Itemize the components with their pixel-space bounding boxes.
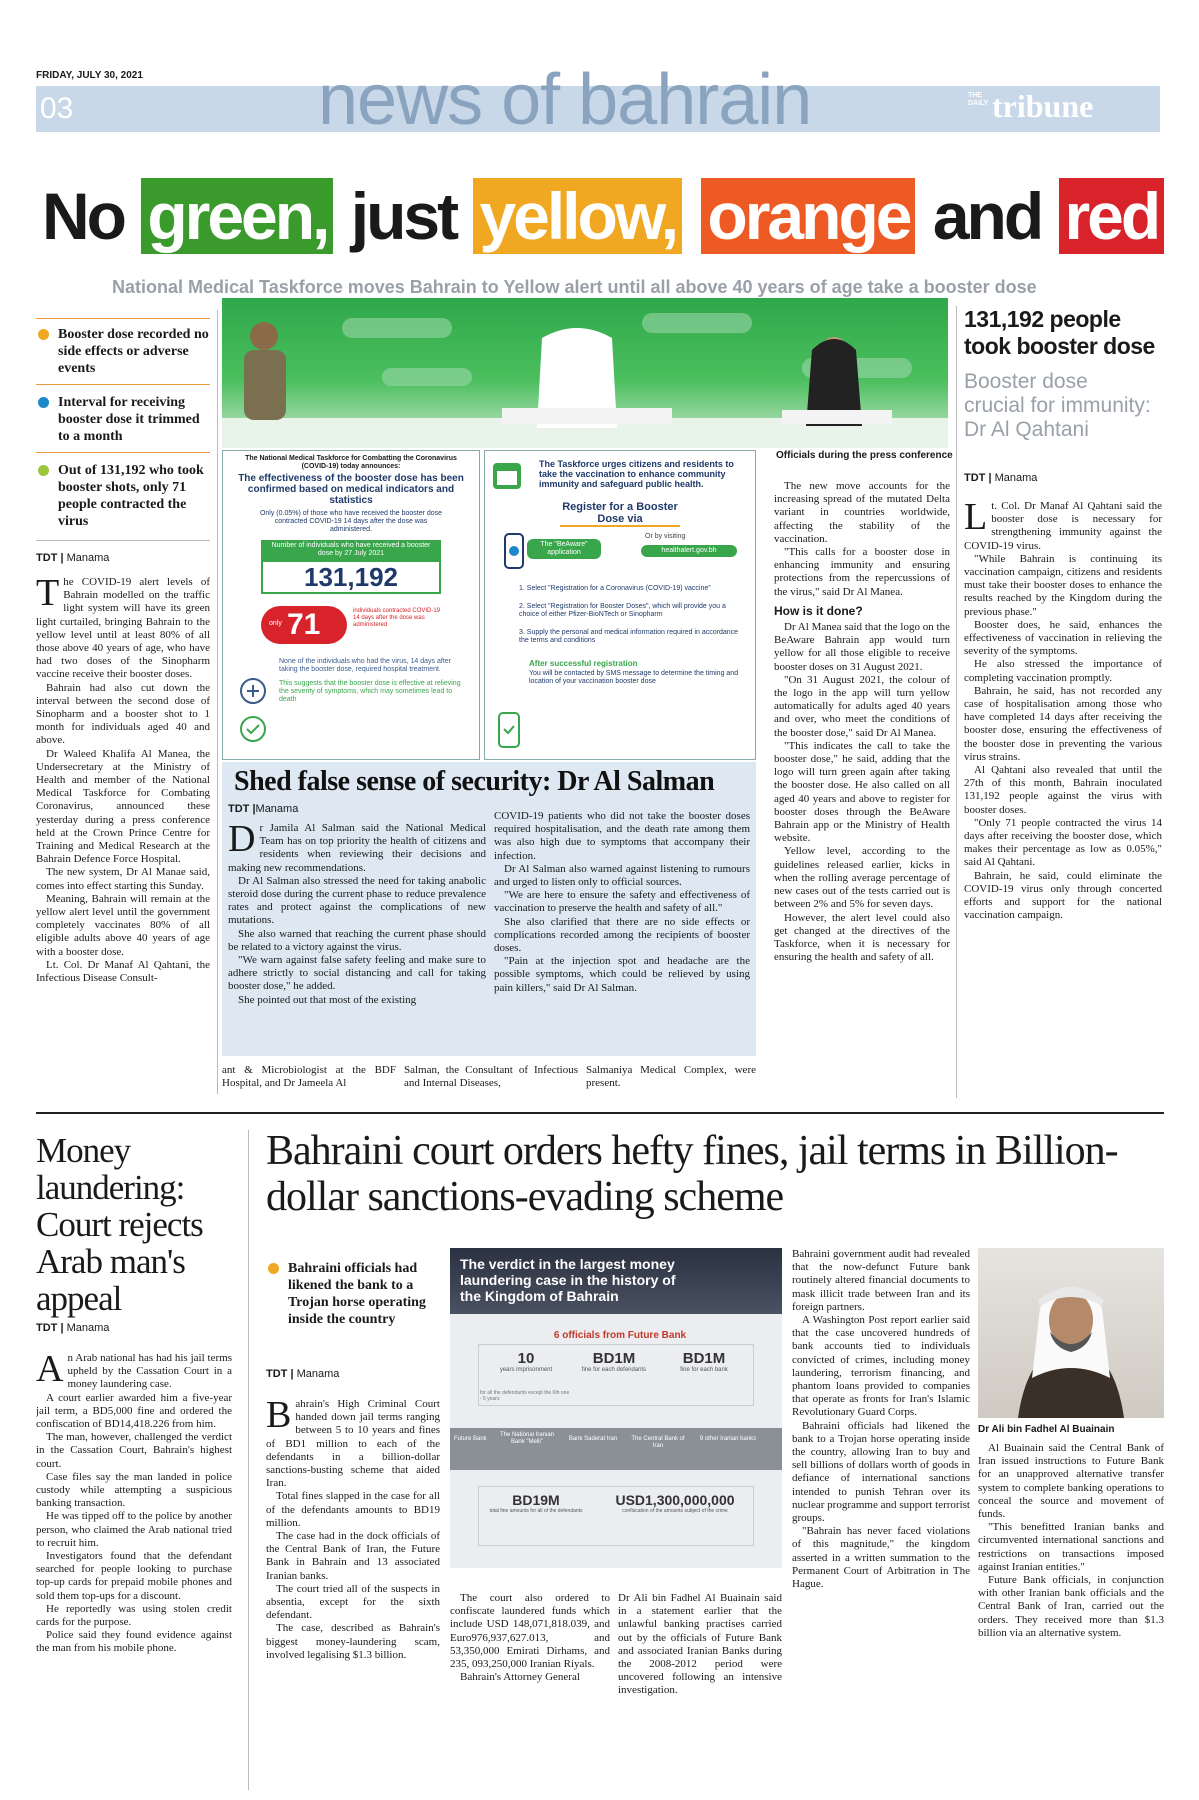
lead-column-4: The new move accounts for the increasing spread of the mutated Delta variant in countries worldwide, affecting the stability of the vaccination. "This calls for a booster dose in enhancing immunity and ensuring protections from the repercussions of the virus," said Dr Al Manea. How is it done? Dr Al Manea said that the logo on the BeAware Bahrain app would turn yellow for all those eligible to receive booster doses on 31 August 2021. "On 31 August 2021, the colour of the logo in the app will turn yellow automatically for adults aged 40 years and over, who meet the conditions of the booster dose," said Dr Al Manea. "This indicates the call to take the booster dose," he said, adding that the logo will turn green again after taking the booster dose. He also called on all aged 40 years and above to register for booster doses through the BeAware Bahrain app or the Ministry of Health website. Yellow level, according to the guidelines released earlier, kicks in when the rolling average percentage of new cases out of the tests carried out is between 2% and 5% for seven days. However, the alert level could also get changed at the directives of the Taskforce, when it is necessary for ensuring the health and safety of all. <box>774 480 950 964</box>
inner-column-a: Dr Jamila Al Salman said the National Medical Team has on top priority the health of citizens and residents when reviewing their decisions and making new recommendations. Dr Al Salman also stressed the need for taking anabolic steroid dose during the current phase to reduce prevalence rates and protect against the complications of new mutations. She also warned that reaching the current phase should be related to a victory against the virus. "We warn against false safety feeling and make sure to adhere strictly to social distancing and call for taking booster dose," he added. She pointed out that most of the existing <box>228 822 486 1006</box>
court-column-3: Dr Ali bin Fadhel Al Buainain said in a statement earlier that the unlawful banking practises carried out by the officials of Future Bank and associated Iranian Banks during the 2008-2012 period were uncovered following an intensive investigation. <box>618 1592 782 1697</box>
money-headline: Money laundering: Court rejects Arab man's appeal <box>36 1131 203 1318</box>
subhead-how: How is it done? <box>774 603 863 618</box>
booster-count: 131,192 <box>261 560 441 594</box>
verdict-infographic: The verdict in the largest money laundering case in the history of the Kingdom of Bahrain 6 officials from Future Bank 10 years imprisonment BD1M fine for each defendants BD1M fine for each bank for all the defendants except the 6th one - 5 years Future Bank The National Iranian Bank "Melli" Bank Saderat Iran The Central Bank of Iran 9 other Iranian banks BD19M total fine amounts for all of the defendants USD1,300,000,000 confiscation of the amounts subject of the crime <box>450 1248 782 1568</box>
lead-bullet-1: Booster dose recorded no side effects or adverse events <box>36 326 210 377</box>
side-byline: TDT | Manama <box>964 472 1038 484</box>
calendar-icon <box>491 457 523 497</box>
side-body: Lt. Col. Dr Manaf Al Qahtani said the booster dose is necessary for strengthening immunity against the COVID-19 virus. "While Bahrain is continuing its vaccination campaign, citizens and residents must take their booster doses to enhance the results reached by the Kingdom during the previous phase." Booster does, he said, enhances the effectiveness of vaccination in relieving the severity of the symptoms. He also stressed the importance of completing vaccination promptly. Bahrain, he said, has not recorded any case of hospitalisation among those who have completed 14 days after receiving the booster dose, ensuring the effectiveness of the booster dose in preventing the various virus strains. Al Qahtani also revealed that until the 27th of this month, Bahrain inoculated 131,192 people against the virus with booster doses. "Only 71 people contracted the virus 14 days after receiving the booster dose, which makes their percentage as low as 0.05%," said Al Qahtani. Bahrain, he said, could eliminate the COVID-19 virus only through concerted efforts and support for the national vaccination campaign. <box>964 500 1162 922</box>
court-headline: Bahraini court orders hefty fines, jail terms in Billion-dollar sanctions-evading scheme <box>266 1128 1118 1220</box>
lead-column-1: The COVID-19 alert levels of Bahrain modelled on the traffic light system will have its green light curtailed, bringing Bahrain to the yellow level until at least 80% of all those above 40 years of age, who have had two doses of the Sinopharm vaccine receive their booster doses. Bahrain had also cut down the interval between the second dose of Sinopharm and a booster shot to 1 month for individuals aged 40 and above. Dr Waleed Khalifa Al Manea, the Undersecretary at the Ministry of Health and member of the National Medical Taskforce for Combating Coronavirus, announced these yesterday during a press conference held at the Crown Prince Centre for Training and Medical Research at the Bahrain Defence Force Hospital. The new system, Dr Al Manae said, comes into effect starting this Sunday. Meaning, Bahrain will remain at the yellow alert level until the government completely vaccinates 80% of all eligible adults above 40 years of age with a booster dose. Lt. Col. Dr Manaf Al Qahtani, the Infectious Disease Consult- <box>36 576 210 985</box>
hospital-icon <box>233 677 273 747</box>
sms-phone-icon <box>495 711 525 751</box>
orange-dot-icon <box>38 329 49 340</box>
officer-figure <box>244 322 286 420</box>
side-deck: Booster dose crucial for immunity: Dr Al Qahtani <box>964 370 1151 441</box>
brand-logo: tribune <box>992 88 1094 124</box>
press-conference-figures <box>222 298 948 448</box>
inner-column-b: COVID-19 patients who did not take the booster doses required hospitalisation, and the death rate among them was also high due to symptoms that accompany their infection. Dr Al Salman also warned against listening to rumours and urged to listen only to official sources. "We are here to ensure the safety and effectiveness of vaccination to preserve the health and safety of all." She also clarified that there are no side effects or complications recorded among the recipients of booster doses. "Pain at the injection spot and headache are the possible symptoms, which could be relieved by using pain killers," said Dr Al Salman. <box>494 810 750 994</box>
lead-byline: TDT | Manama <box>36 552 110 564</box>
court-byline: TDT | Manama <box>266 1368 340 1380</box>
lead-headline <box>42 178 1166 254</box>
court-column-1: Bahrain's High Criminal Court handed down jail terms ranging between 5 to 10 years and fines of BD1 million to each of the defendants in a billion-dollar sanctions-busting scheme that aided Iran. Total fines slapped in the case for all of the defendants amounts to BD19 million. The case had in the dock officials of the Central Bank of Iran, the Future Bank in Bahrain and 13 associated Iranian banks. The court tried all of the suspects in absentia, except for the sixth defendant. The case, described as Bahrain's biggest money-laundering scam, involved legalising $1.3 billion. <box>266 1398 440 1661</box>
money-body: An Arab national has had his jail terms upheld by the Cassation Court in a money laundering case. A court earlier awarded him a five-year jail term, a BD5,000 fine and ordered the confiscation of BD14,418.226 from him. The man, however, challenged the verdict in the Cassation Court, Bahrain's highest court. Case files say the man landed in police custody while attempting a suspicious banking transaction. He was tipped off to the police by another person, who claimed the Arab national tried to recruit him. Investigators found that the defendant searched for people looking to purchase top-up cards for prepaid mobile phones and sold them top-ups for a discount. He reportedly was using stolen credit cards for the purpose. Police said they found evidence against the man from his mobile phone. <box>36 1352 232 1655</box>
page-number: 03 <box>40 92 74 125</box>
headline-word-no: No <box>42 179 124 253</box>
blue-dot-icon <box>38 397 49 408</box>
green-dot-icon <box>38 465 49 476</box>
portrait-caption: Dr Ali bin Fadhel Al Buainain <box>978 1424 1115 1435</box>
headline-word-yellow: yellow, <box>473 178 682 254</box>
booster-registration-infographic: The Taskforce urges citizens and residents to take the vaccination to enhance community immunity and safeguard public health. Register for a Booster Dose via The "BeAware" application Or by visiting healthalert.gov.bh 1. Select "Registration for a Coronavirus (COVID-19) vaccine" 2. Select "Registration for Booster Doses", which will provide you a choice of either Pfizer-BioNTech or Sinopharm 3. Supply the personal and medical information required in accordance the terms and conditions After successful registration You will be contacted by SMS message to determine the timing and location of your vaccination booster dose <box>484 450 756 760</box>
photo-caption: Officials during the press conference <box>776 450 953 461</box>
headline-word-red: red <box>1059 178 1165 254</box>
portrait-photo <box>978 1248 1164 1418</box>
lead-bullet-2: Interval for receiving booster dose it trimmed to a month <box>36 394 210 445</box>
court-column-5: Al Buainain said the Central Bank of Iran issued instructions to Future Bank for an unapproved alternative transfer system to complete banking operations to conceal the source and movement of funds. "This benefitted Iranian banks and circumvented international sanctions and restrictions on transactions imposed against Iranian entities." Future Bank officials, in conjunction with other Iranian bank officials and the Central Bank of Iran, carried out the orders. They received more than $1.3 billion via an alternative system. <box>978 1442 1164 1639</box>
drop-cap: T <box>36 576 60 614</box>
headline-word-just: just <box>350 179 457 253</box>
orange-dot-icon <box>268 1263 279 1274</box>
headline-word-green: green, <box>141 178 333 254</box>
court-bullet: Bahraini officials had likened the bank to a Trojan horse operating inside the country <box>266 1260 440 1328</box>
headline-word-and: and <box>932 179 1042 253</box>
booster-effectiveness-infographic: The National Medical Taskforce for Combatting the Coronavirus (COVID-19) today announces: The effectiveness of the booster dose has been confirmed based on medical indicators and statistics Only (0.05%) of those who have received the booster dose contracted COVID-19 14 days after the dose was administered. Number of individuals who have received a booster dose by 27 July 2021 131,192 only 71 individuals contracted COVID-19 14 days after the dose was administered None of the individuals who had the virus, 14 days after taking the booster dose, required hospital treatment. This suggests that the booster dose is effective at relieving the severity of symptoms, which may sometimes lead to death <box>222 450 480 760</box>
cont-col-1: ant & Microbiologist at the BDF Hospital, and Dr Jameela Al <box>222 1064 396 1090</box>
money-byline: TDT | Manama <box>36 1322 110 1334</box>
section-title: news of bahrain <box>318 60 812 140</box>
inner-headline: Shed false sense of security: Dr Al Salman <box>234 766 715 797</box>
lead-bullet-3: Out of 131,192 who took booster shots, only 71 people contracted the virus <box>36 462 210 530</box>
phone-icon <box>503 533 525 569</box>
court-column-4: Bahraini government audit had revealed that the now-defunct Future bank routinely altered financial documents to mask illicit trade between Iran and its foreign partners. A Washington Post report earlier said that the case uncovered hundreds of bank accounts tied to individuals convicted of crimes, including money laundering, terrorism financing, and phantom loans provided to companies that operate as fronts for Iran's Islamic Revolutionary Guard Corps. Bahraini officials had likened the bank to a Trojan horse operating inside the country, allowing Iran to buy and sell billions of dollars worth of goods in defiance of international sanctions intended to punish Tehran over its nuclear programme and support terrorist groups. "Bahrain has never faced violations of this magnitude," the kingdom asserted in a written summation to the Permanent Court of Arbitration in The Hague. <box>792 1248 970 1591</box>
cases-count: 71 <box>287 608 321 641</box>
headline-word-orange: orange <box>701 178 915 254</box>
lead-subhead: National Medical Taskforce moves Bahrain to Yellow alert until all above 40 years of age take a booster dose <box>112 277 1037 297</box>
official-portrait <box>978 1248 1164 1418</box>
inner-byline: TDT |Manama <box>228 803 299 815</box>
court-column-2: The court also ordered to confiscate laundered funds which include USD 148,071,818.039, and Euro976,937,627.013, and 53,350,000 Emirati Dirhams, and 235, 093,250,000 Iranian Riyals. Bahrain's Attorney General <box>450 1592 610 1684</box>
cont-col-3: Salmaniya Medical Complex, were present. <box>586 1064 756 1090</box>
brand-prefix: THE DAILY <box>968 92 989 107</box>
cont-col-2: Salman, the Consultant of Infectious and Internal Diseases, <box>404 1064 578 1090</box>
side-headline: 131,192 people took booster dose <box>964 306 1155 359</box>
issue-date: FRIDAY, JULY 30, 2021 <box>36 70 143 81</box>
press-conference-photo <box>222 298 948 448</box>
